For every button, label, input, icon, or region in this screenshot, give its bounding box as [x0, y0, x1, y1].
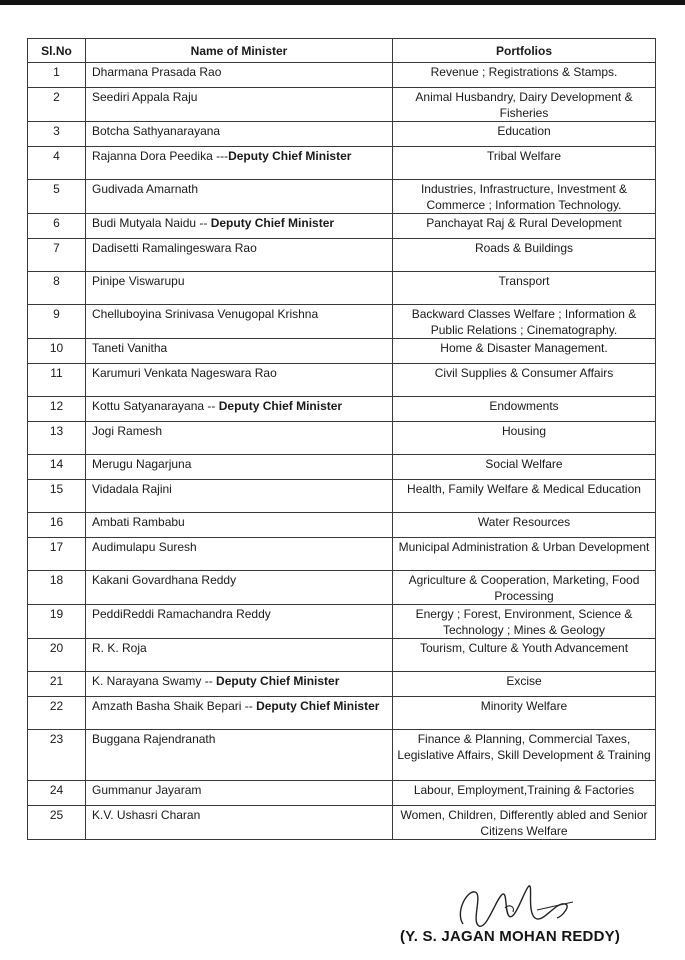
row-minister-name-cell [86, 538, 393, 571]
row-portfolio: Industries, Infrastructure, Investment & Commerce ; Information Technology. [393, 180, 656, 214]
table-header-row [28, 39, 656, 63]
row-slno: 20 [28, 639, 86, 672]
row-minister-name-cell [86, 781, 393, 806]
row-portfolio: Roads & Buildings [393, 239, 656, 272]
row-minister-name-cell [86, 305, 393, 339]
minister-name: Chelluboyina Srinivasa Venugopal Krishna [92, 307, 319, 321]
row-portfolio: Tourism, Culture & Youth Advancement [393, 639, 656, 672]
row-minister-name-cell [86, 697, 393, 730]
row-minister-name-cell [86, 571, 393, 605]
row-minister-name-cell [86, 605, 393, 639]
signatory-name: (Y. S. JAGAN MOHAN REDDY) [400, 928, 621, 945]
table-row [28, 672, 656, 697]
table-row [28, 697, 656, 730]
row-slno: 5 [28, 180, 86, 214]
top-border-bar [0, 0, 685, 5]
row-slno: 3 [28, 122, 86, 147]
minister-name: Botcha Sathyanarayana [92, 124, 221, 138]
row-portfolio: Minority Welfare [393, 697, 656, 730]
table-row [28, 339, 656, 364]
row-portfolio: Endowments [393, 397, 656, 422]
minister-name: Seediri Appala Raju [92, 90, 198, 104]
minister-name: Ambati Rambabu [92, 515, 185, 529]
table-row [28, 422, 656, 455]
row-minister-name-cell [86, 672, 393, 697]
minister-name: Vidadala Rajini [92, 482, 172, 496]
table-row [28, 397, 656, 422]
table-row [28, 239, 656, 272]
minister-name: Dadisetti Ramalingeswara Rao [92, 241, 257, 255]
row-slno: 8 [28, 272, 86, 305]
table-row [28, 122, 656, 147]
row-minister-name-cell [86, 455, 393, 480]
minister-name: Merugu Nagarjuna [92, 457, 192, 471]
table-row [28, 272, 656, 305]
ministers-portfolio-table [27, 38, 656, 840]
minister-name: Karumuri Venkata Nageswara Rao [92, 366, 277, 380]
row-portfolio: Energy ; Forest, Environment, Science & Technology ; Mines & Geology [393, 605, 656, 639]
table-row [28, 180, 656, 214]
row-slno: 11 [28, 364, 86, 397]
row-minister-name-cell [86, 480, 393, 513]
row-minister-name-cell [86, 806, 393, 840]
minister-name: Gummanur Jayaram [92, 783, 202, 797]
table-row [28, 214, 656, 239]
minister-name: Jogi Ramesh [92, 424, 163, 438]
table-row [28, 455, 656, 480]
row-minister-name-cell [86, 422, 393, 455]
row-portfolio: Agriculture & Cooperation, Marketing, Food Processing [393, 571, 656, 605]
row-minister-name-cell [86, 122, 393, 147]
row-slno: 6 [28, 214, 86, 239]
row-portfolio: Labour, Employment,Training & Factories [393, 781, 656, 806]
minister-name: Kakani Govardhana Reddy [92, 573, 237, 587]
deputy-cm-label: Deputy Chief Minister [256, 699, 380, 713]
deputy-cm-label: Deputy Chief Minister [218, 399, 343, 413]
row-portfolio: Municipal Administration & Urban Development [393, 538, 656, 571]
minister-name: Audimulapu Suresh [92, 540, 197, 554]
row-portfolio: Panchayat Raj & Rural Development [393, 214, 656, 239]
minister-name: Amzath Basha Shaik Bepari -- [92, 699, 257, 713]
row-minister-name-cell [86, 639, 393, 672]
row-minister-name-cell [86, 513, 393, 538]
row-minister-name-cell [86, 364, 393, 397]
table-row [28, 571, 656, 605]
row-minister-name-cell [86, 180, 393, 214]
row-slno: 7 [28, 239, 86, 272]
row-minister-name-cell [86, 397, 393, 422]
row-slno: 2 [28, 88, 86, 122]
row-slno: 17 [28, 538, 86, 571]
row-portfolio: Backward Classes Welfare ; Information & Public Relations ; Cinematography. [393, 305, 656, 339]
row-minister-name-cell [86, 272, 393, 305]
table-row [28, 480, 656, 513]
row-slno: 24 [28, 781, 86, 806]
row-portfolio: Excise [393, 672, 656, 697]
row-minister-name-cell [86, 239, 393, 272]
row-minister-name-cell [86, 147, 393, 180]
row-minister-name-cell [86, 339, 393, 364]
table-row [28, 513, 656, 538]
table-row [28, 639, 656, 672]
table-row [28, 730, 656, 781]
row-slno: 4 [28, 147, 86, 180]
row-portfolio: Civil Supplies & Consumer Affairs [393, 364, 656, 397]
minister-name: PeddiReddi Ramachandra Reddy [92, 607, 271, 621]
deputy-cm-label: Deputy Chief Minister [216, 674, 340, 688]
minister-name: Taneti Vanitha [92, 341, 168, 355]
row-portfolio: Revenue ; Registrations & Stamps. [393, 63, 656, 88]
table-row [28, 364, 656, 397]
table-row [28, 538, 656, 571]
minister-name: K.V. Ushasri Charan [92, 808, 201, 822]
row-portfolio: Home & Disaster Management. [393, 339, 656, 364]
table-row [28, 605, 656, 639]
table-row [28, 781, 656, 806]
table-row [28, 806, 656, 840]
row-portfolio: Finance & Planning, Commercial Taxes, Legislative Affairs, Skill Development & Training [393, 730, 656, 781]
row-slno: 15 [28, 480, 86, 513]
minister-name: Gudivada Amarnath [92, 182, 199, 196]
row-minister-name-cell [86, 63, 393, 88]
row-slno: 16 [28, 513, 86, 538]
minister-name: Pinipe Viswarupu [92, 274, 185, 288]
row-slno: 23 [28, 730, 86, 781]
row-portfolio: Animal Husbandry, Dairy Development & Fisheries [393, 88, 656, 122]
minister-name: K. Narayana Swamy -- [92, 674, 217, 688]
row-portfolio: Social Welfare [393, 455, 656, 480]
minister-name: Kottu Satyanarayana -- [92, 399, 219, 413]
minister-name: Rajanna Dora Peedika --- [92, 149, 229, 163]
row-slno: 13 [28, 422, 86, 455]
row-slno: 1 [28, 63, 86, 88]
header-minister-name: Name of Minister [86, 39, 393, 63]
row-slno: 12 [28, 397, 86, 422]
table-row [28, 147, 656, 180]
row-slno: 21 [28, 672, 86, 697]
row-portfolio: Tribal Welfare [393, 147, 656, 180]
row-slno: 25 [28, 806, 86, 840]
table-row [28, 88, 656, 122]
minister-name: Buggana Rajendranath [92, 732, 216, 746]
minister-name: R. K. Roja [92, 641, 147, 655]
row-portfolio: Water Resources [393, 513, 656, 538]
row-slno: 10 [28, 339, 86, 364]
minister-name: Budi Mutyala Naidu -- [92, 216, 211, 230]
table-row [28, 305, 656, 339]
row-portfolio: Transport [393, 272, 656, 305]
row-portfolio: Education [393, 122, 656, 147]
row-minister-name-cell [86, 214, 393, 239]
row-portfolio: Housing [393, 422, 656, 455]
row-slno: 9 [28, 305, 86, 339]
row-slno: 19 [28, 605, 86, 639]
deputy-cm-label: Deputy Chief Minister [228, 149, 352, 163]
deputy-cm-label: Deputy Chief Minister [210, 216, 335, 230]
row-minister-name-cell [86, 88, 393, 122]
table-row [28, 63, 656, 88]
minister-name: Dharmana Prasada Rao [92, 65, 222, 79]
row-slno: 14 [28, 455, 86, 480]
row-portfolio: Women, Children, Differently abled and Senior Citizens Welfare [393, 806, 656, 840]
row-slno: 22 [28, 697, 86, 730]
header-portfolios: Portfolios [393, 39, 656, 63]
header-slno: Sl.No [28, 39, 86, 63]
row-slno: 18 [28, 571, 86, 605]
row-portfolio: Health, Family Welfare & Medical Education [393, 480, 656, 513]
row-minister-name-cell [86, 730, 393, 781]
